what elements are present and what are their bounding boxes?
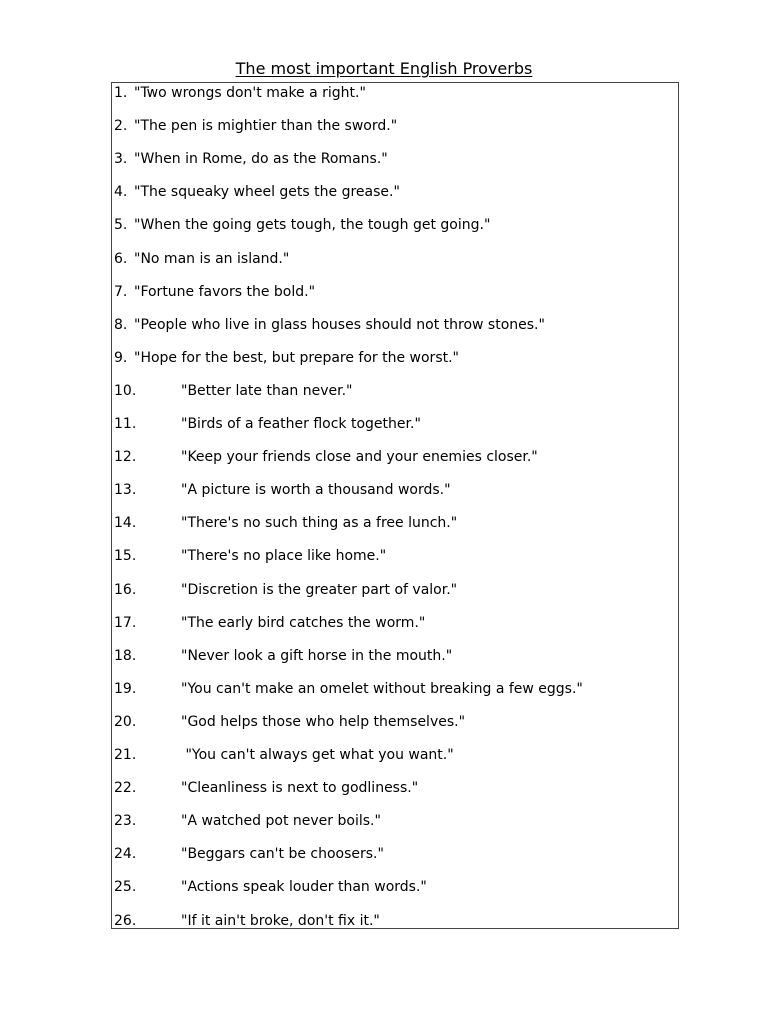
proverb-text: "No man is an island.": [134, 250, 290, 267]
proverb-text: "God helps those who help themselves.": [181, 713, 466, 730]
proverb-text: "People who live in glass houses should not throw stones.": [134, 316, 545, 333]
proverb-number: 18.: [114, 647, 137, 664]
proverb-text: "There's no such thing as a free lunch.": [181, 515, 458, 532]
proverb-number: 21.: [114, 747, 137, 763]
proverb-number: 25.: [114, 879, 137, 896]
proverb-text: "Hope for the best, but prepare for the worst.": [134, 349, 459, 366]
proverb-text: "You can't always get what you want.": [181, 747, 454, 763]
proverb-text: "There's no place like home.": [181, 548, 387, 565]
proverb-text: "The early bird catches the worm.": [181, 614, 426, 631]
proverb-number: 12.: [114, 449, 137, 466]
document-title: The most important English Proverbs: [235, 59, 533, 78]
proverb-number: 22.: [114, 780, 137, 797]
proverb-number: 19.: [114, 680, 137, 697]
proverb-text: "A picture is worth a thousand words.": [181, 482, 451, 499]
proverb-text: "Beggars can't be choosers.": [181, 846, 384, 863]
proverb-number: 13.: [114, 482, 137, 499]
proverb-number: 9.: [114, 349, 128, 366]
proverb-number: 7.: [114, 283, 128, 300]
proverb-text: "When in Rome, do as the Romans.": [134, 151, 388, 168]
proverb-text: "When the going gets tough, the tough get going.": [134, 217, 491, 234]
proverb-number: 17.: [114, 614, 137, 631]
proverb-text: "You can't make an omelet without breaking a few eggs.": [181, 680, 583, 697]
proverb-list-box: [111, 82, 679, 929]
proverb-number: 26.: [114, 912, 137, 929]
proverb-number: 2.: [114, 118, 128, 135]
proverb-text: "Discretion is the greater part of valor.": [181, 581, 458, 598]
proverb-number: 8.: [114, 316, 128, 333]
proverb-number: 3.: [114, 151, 128, 168]
proverb-number: 23.: [114, 813, 137, 830]
proverb-text: "Actions speak louder than words.": [181, 879, 427, 896]
proverb-text: "The pen is mightier than the sword.": [134, 118, 398, 135]
proverb-number: 10.: [114, 382, 137, 399]
proverb-number: 15.: [114, 548, 137, 565]
proverb-text: "Two wrongs don't make a right.": [134, 85, 366, 101]
proverb-text: "If it ain't broke, don't fix it.": [181, 912, 380, 929]
proverb-text: "Fortune favors the bold.": [134, 283, 316, 300]
proverb-text: "A watched pot never boils.": [181, 813, 381, 830]
proverb-text: "The squeaky wheel gets the grease.": [134, 184, 400, 201]
proverb-text: "Never look a gift horse in the mouth.": [181, 647, 453, 664]
proverb-number: 14.: [114, 515, 137, 532]
proverb-number: 4.: [114, 184, 128, 201]
proverb-number: 5.: [114, 217, 128, 234]
proverb-number: 11.: [114, 416, 137, 432]
proverb-number: 16.: [114, 581, 137, 598]
proverb-text: "Birds of a feather flock together.": [181, 416, 421, 432]
proverb-text: "Cleanliness is next to godliness.": [181, 780, 419, 797]
proverb-number: 1.: [114, 85, 128, 101]
proverb-number: 20.: [114, 713, 137, 730]
proverb-text: "Keep your friends close and your enemies closer.": [181, 449, 538, 466]
proverb-number: 24.: [114, 846, 137, 863]
proverb-text: "Better late than never.": [181, 382, 353, 399]
proverb-number: 6.: [114, 250, 128, 267]
